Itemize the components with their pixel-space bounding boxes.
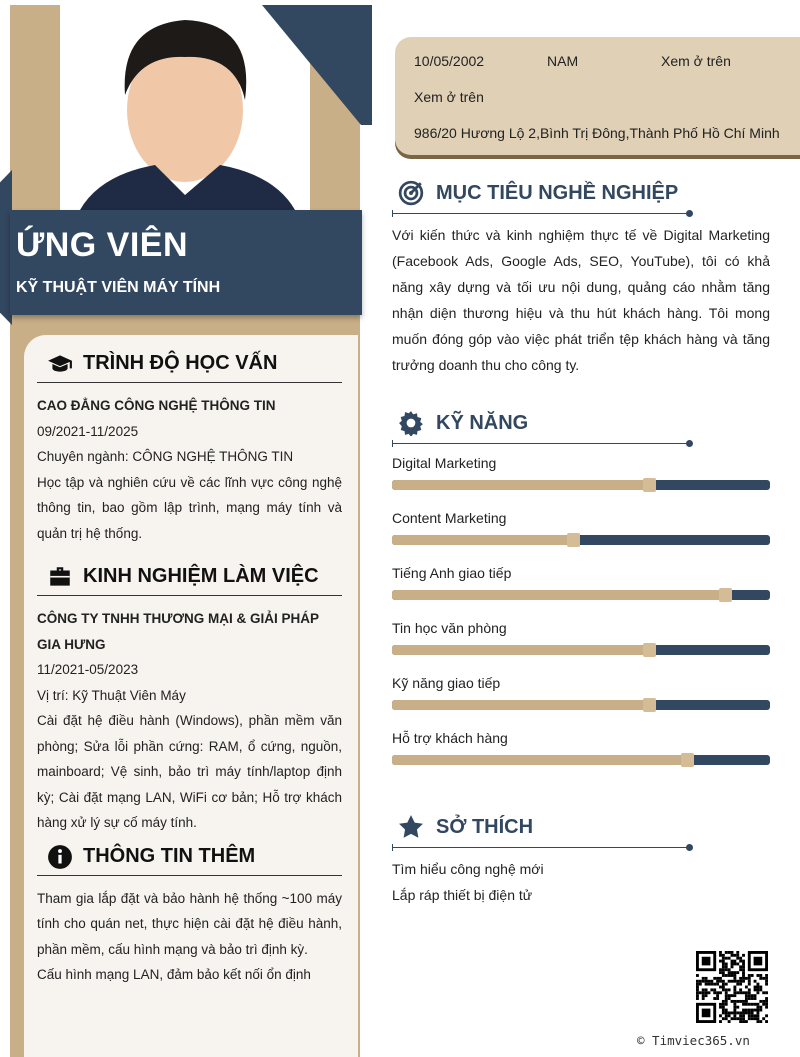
skill-name: Tiếng Anh giao tiếp — [392, 565, 512, 581]
job-title: KỸ THUẬT VIÊN MÁY TÍNH — [16, 279, 221, 296]
candidate-name: ỨNG VIÊN — [16, 226, 189, 264]
skill-item — [392, 505, 770, 560]
skill-marker — [643, 478, 656, 492]
skill-fill — [392, 590, 725, 600]
skills-section — [392, 407, 770, 780]
skill-bar — [392, 480, 770, 490]
skill-name: Content Marketing — [392, 510, 507, 526]
section-title: MỤC TIÊU NGHỀ NGHIỆP — [436, 181, 679, 204]
hobby-item: Lắp ráp thiết bị điện tử — [392, 887, 533, 903]
skill-item — [392, 560, 770, 615]
skill-fill — [392, 535, 573, 545]
experience-heading — [37, 560, 342, 596]
skill-fill — [392, 645, 649, 655]
left-card — [24, 335, 358, 1057]
divider — [392, 443, 690, 444]
target-icon — [398, 180, 424, 206]
skill-fill — [392, 700, 649, 710]
skill-item — [392, 450, 770, 505]
objective-text: Với kiến thức và kinh nghiệm thực tế về Digital Marketing (Facebook Ads, Google Ads, SEO, YouTube), tôi có khả năng xây dựng và tối ưu nội dung, quảng cáo nhằm tăng nhận diện thương hiệu và thu hút khách hàng. Tôi mong muốn đóng góp vào việc phát triển tệp khách hàng và tăng trưởng doanh thu cho công ty. — [392, 227, 770, 373]
skill-marker — [643, 698, 656, 712]
info-icon — [47, 844, 73, 870]
footer-brand: © Timviec365.vn — [637, 1033, 750, 1048]
gear-icon — [398, 410, 424, 436]
education-description: Học tập và nghiên cứu về các lĩnh vực công nghệ thông tin, bao gồm lập trình, mạng máy tính và quản trị hệ thống. — [37, 474, 342, 541]
section-title: SỞ THÍCH — [436, 815, 534, 838]
hobby-item: Tìm hiểu công nghệ mới — [392, 861, 544, 877]
personal-info-box — [395, 37, 800, 155]
section-title: KỸ NĂNG — [436, 411, 529, 434]
divider — [392, 213, 690, 214]
birthdate: 10/05/2002 — [414, 53, 485, 69]
skill-item — [392, 615, 770, 670]
additional-text-1: Tham gia lắp đặt và bảo hành hệ thống ~100 máy tính cho quán net, thực hiện cài đặt hệ điều hành, phần mềm, cấu hình mạng và bảo trì định kỳ. — [37, 890, 342, 957]
skill-marker — [681, 753, 694, 767]
phone: Xem ở trên — [661, 53, 731, 69]
skill-bar — [392, 590, 770, 600]
skill-fill — [392, 755, 687, 765]
education-heading — [37, 347, 342, 383]
section-title: KINH NGHIỆM LÀM VIỆC — [83, 565, 319, 588]
education-period: 09/2021-11/2025 — [37, 423, 139, 439]
skill-marker — [643, 643, 656, 657]
avatar-photo — [60, 5, 310, 210]
skill-bar — [392, 535, 770, 545]
skill-marker — [567, 533, 580, 547]
education-major: Chuyên ngành: CÔNG NGHỆ THÔNG TIN — [37, 449, 294, 464]
skill-marker — [719, 588, 732, 602]
skill-bar — [392, 755, 770, 765]
skills-list — [392, 450, 770, 780]
graduation-cap-icon — [47, 351, 73, 377]
section-title: TRÌNH ĐỘ HỌC VẤN — [83, 352, 278, 375]
skill-bar — [392, 700, 770, 710]
qr-code — [696, 951, 768, 1023]
experience-description: Cài đặt hệ điều hành (Windows), phần mềm văn phòng; Sửa lỗi phần cứng: RAM, ổ cứng, nguồn, mainboard; Vệ sinh, bảo trì máy tính/laptop định kỳ; Cài đặt mạng LAN, WiFi cơ bản; Hỗ trợ khách hàng xử lý sự cố máy tính. — [37, 713, 342, 830]
address: 986/20 Hương Lộ 2,Bình Trị Đông,Thành Phố Hồ Chí Minh — [414, 125, 780, 141]
skill-name: Kỹ năng giao tiếp — [392, 675, 501, 691]
skill-fill — [392, 480, 649, 490]
skill-name: Hỗ trợ khách hàng — [392, 730, 508, 746]
experience-period: 11/2021-05/2023 — [37, 662, 139, 677]
school-name: CAO ĐẲNG CÔNG NGHỆ THÔNG TIN — [37, 398, 276, 413]
skill-item — [392, 725, 770, 780]
name-banner — [10, 210, 362, 315]
star-icon — [398, 814, 424, 840]
objective-section — [392, 177, 770, 378]
hobbies-section — [392, 811, 770, 908]
additional-heading — [37, 840, 342, 876]
skill-name: Tin học văn phòng — [392, 620, 507, 636]
skill-bar — [392, 645, 770, 655]
experience-position: Vị trí: Kỹ Thuật Viên Máy — [37, 687, 186, 703]
section-title: THÔNG TIN THÊM — [83, 844, 256, 867]
divider — [392, 847, 690, 848]
briefcase-icon — [47, 564, 73, 590]
gender: NAM — [547, 53, 579, 69]
skill-name: Digital Marketing — [392, 455, 497, 471]
company-name: CÔNG TY TNHH THƯƠNG MẠI & GIẢI PHÁP GIA HƯNG — [37, 611, 319, 652]
email: Xem ở trên — [414, 89, 484, 105]
skill-item — [392, 670, 770, 725]
additional-text-2: Cấu hình mạng LAN, đảm bảo kết nối ổn định — [37, 967, 311, 982]
